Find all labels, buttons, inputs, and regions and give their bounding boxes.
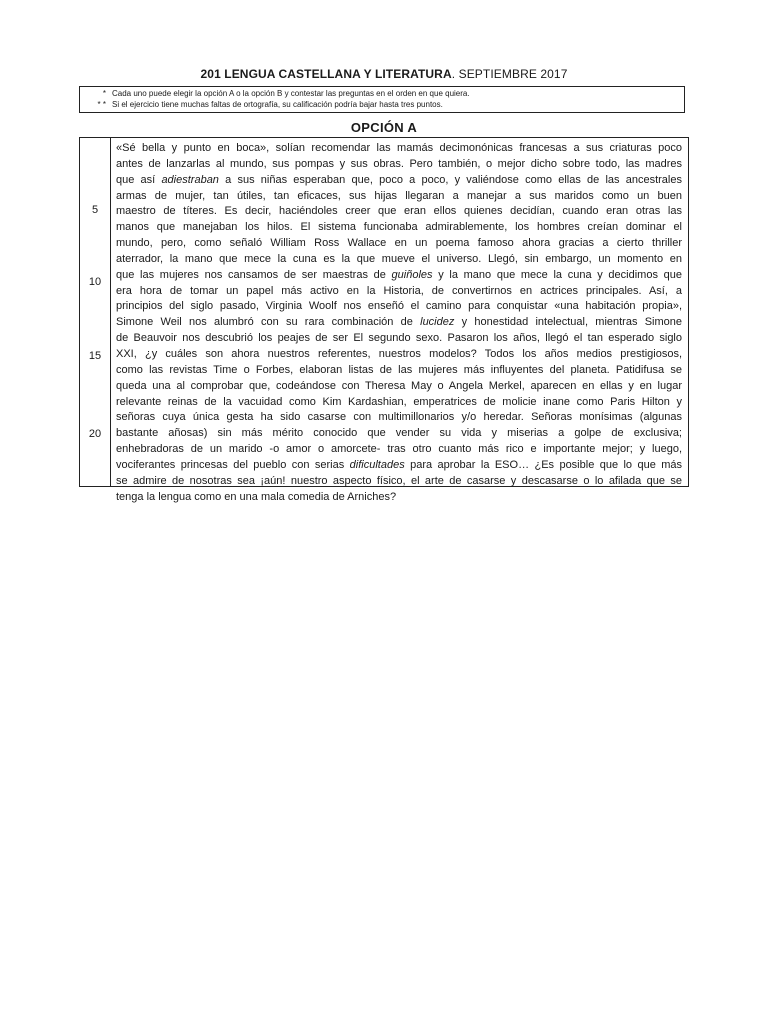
text-line: bastante añosas) sin más mérito conocido que vender su vida y miserias a golpe de exclusiva; [116, 427, 682, 440]
instructions-box [79, 86, 685, 113]
text-line: maestro de títeres. Es decir, haciéndoles creer que eran ellos quienes decidían, cuando eran otras las [116, 205, 682, 218]
note-text: Cada uno puede elegir la opción A o la opción B y contestar las preguntas en el orden en que quiera. [112, 89, 470, 98]
text-line: «Sé bella y punto en boca», solían recomendar las mamás decimonónicas francesas a sus criaturas poco [116, 142, 682, 154]
note-asterisk: * * [97, 100, 106, 109]
text-line: se admire de nosotras sea ¡aún! nuestro aspecto físico, el arte de casarse y descasarse o lo afilada que se [116, 474, 682, 487]
text-line: principios del siglo pasado, Virginia Woolf nos enseñó el camino para conquistar «una habitación propia», [116, 300, 682, 313]
text-line: armas de mujer, tan útiles, tan eficaces, sus hijas llegaran a manejar a sus maridos como un buen [116, 189, 682, 202]
instruction-note [80, 99, 684, 110]
exam-title [0, 67, 768, 81]
italic-word: adiestraban [161, 173, 219, 186]
text-line: manos que manejaban los hilos. El sistema funcionaba admirablemente, los hombres creían dominar el [116, 221, 682, 234]
text-line: XXI, ¿y cuáles son ahora nuestros referentes, nuestros modelos? Todos los años medios prestigiosos, [116, 347, 682, 360]
line-number: 20 [88, 428, 102, 440]
text-line: señoras cuya única gesta ha sido casarse con multimillonarios y/o heredar. Señoras monísimas (algunas [116, 411, 682, 424]
line-number: 10 [88, 276, 102, 288]
text-line: mundo, pero, como señaló William Ross Wallace en un poema famoso ahora gracias a cierto thriller [116, 237, 682, 250]
note-asterisk: * [102, 89, 106, 98]
text-line: era hora de tomar un papel más activo en la Historia, de convertirnos en actrices principales. Así, a [116, 284, 682, 297]
text-line: tenga la lengua como en una mala comedia de Arniches? [116, 490, 397, 503]
instruction-note [80, 88, 684, 99]
text-line: queda una al comprobar que, codeándose con Theresa May o Angela Merkel, aparecen en ellas y en lugar [116, 379, 682, 392]
italic-word: dificultades [349, 458, 405, 471]
text-line: aterrador, la mano que mece la cuna es la que mueve el universo. Llegó, sin embargo, un momento en [116, 252, 682, 265]
option-title: OPCIÓN A [350, 120, 418, 135]
text-line: que las mujeres nos cansamos de ser maestras de guiñoles y la mano que mece la cuna y decidimos que [116, 268, 682, 281]
italic-word: guiñoles [391, 268, 433, 281]
italic-word: lucidez [420, 316, 455, 329]
text-line: de Beauvoir nos descubrió los peajes de ser El segundo sexo. Pasaron los años, llegó el tan esperado siglo [116, 332, 682, 345]
exam-title-date: . SEPTIEMBRE 2017 [451, 67, 568, 81]
line-number: 5 [91, 204, 99, 216]
line-number-column [80, 138, 111, 486]
text-line: que así adiestraban a sus niñas esperaban que, poco a poco, y valiéndose como ellas de las ancestrales [116, 173, 682, 186]
text-line: como las revistas Time o Forbes, elaboran listas de las mujeres más influyentes del planeta. Patidifusa se [116, 363, 682, 376]
reading-text-box [79, 137, 689, 503]
text-line: vociferantes princesas del pueblo con serias dificultades para aprobar la ESO… ¿Es posible que lo que más [116, 458, 683, 471]
text-line: antes de lanzarlas al mundo, sus pompas y sus obras. Pero también, o mejor dicho sobre todo, las madres [116, 157, 682, 170]
text-line: Simone Weil nos alumbró con su rara combinación de lucidez y honestidad intelectual, mientras Simone [116, 316, 683, 329]
reading-text [116, 141, 682, 505]
note-text: Si el ejercicio tiene muchas faltas de ortografía, su calificación podría bajar hasta tres puntos. [112, 100, 443, 109]
line-number: 15 [88, 350, 102, 362]
exam-title-main: 201 LENGUA CASTELLANA Y LITERATURA [200, 67, 452, 81]
text-line: enhebradoras de un marido -o amor o amorcete- tras otro cuanto más rico e importante mejor; y luego, [116, 443, 682, 456]
text-line: relevante reinas de la vacuidad como Kim Kardashian, emperatrices de molicie inane como Paris Hilton y [116, 395, 682, 408]
